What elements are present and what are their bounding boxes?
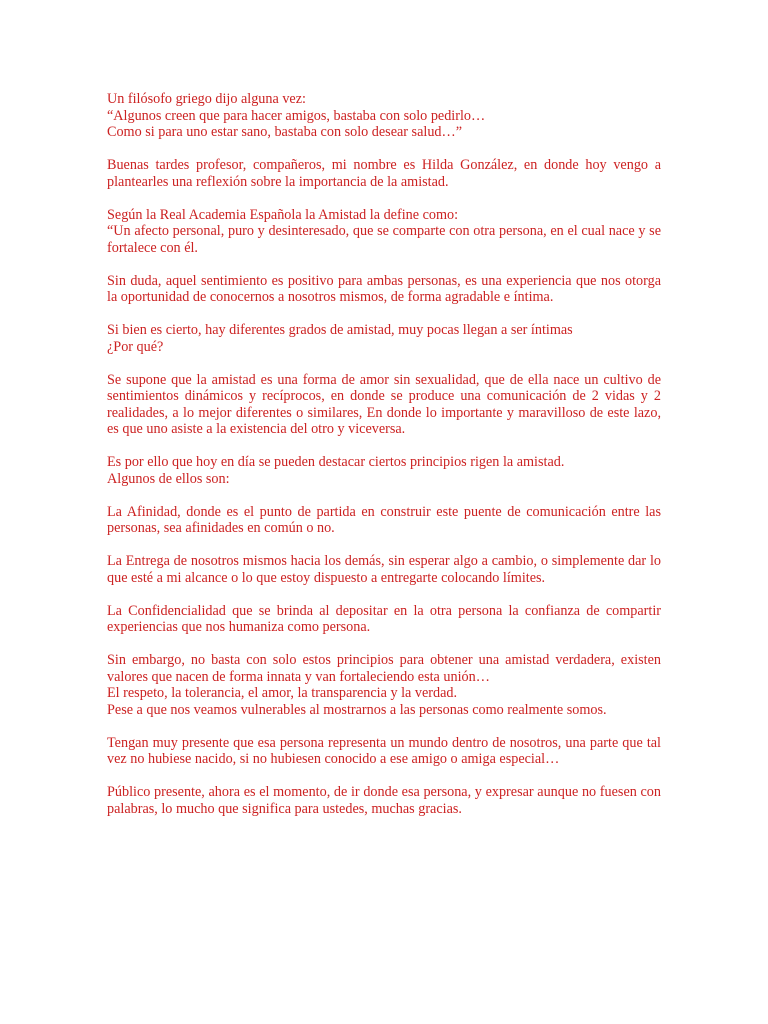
paragraph [107, 207, 661, 224]
text-line: Tengan muy presente que esa persona representa un mundo dentro de nosotros, una parte que tal vez no hubiese nacido, si no hubiesen conocido a ese amigo o amiga especial… [107, 734, 661, 767]
paragraph [107, 735, 661, 768]
paragraph [107, 91, 661, 141]
paragraph [107, 322, 661, 355]
paragraph [107, 273, 661, 306]
text-line: ¿Por qué? [107, 338, 164, 355]
text-line: La Entrega de nosotros mismos hacia los demás, sin esperar algo a cambio, o simplemente dar lo que esté a mi alcance o lo que estoy dispuesto a entregarte colocando límites. [107, 553, 661, 586]
paragraph [107, 553, 661, 586]
text-line: Es por ello que hoy en día se pueden destacar ciertos principios rigen la amistad. [107, 454, 565, 470]
text-line: Un filósofo griego dijo alguna vez: [107, 91, 306, 107]
text-line: Algunos de ellos son: [107, 470, 230, 487]
paragraph [107, 784, 661, 817]
text-line: “Algunos creen que para hacer amigos, bastaba con solo pedirlo… [107, 107, 486, 124]
paragraph [107, 454, 661, 487]
document-page [107, 91, 661, 834]
text-line: Pese a que nos veamos vulnerables al mostrarnos a las personas como realmente somos. [107, 701, 607, 718]
text-line: La Afinidad, donde es el punto de partida en construir este puente de comunicación entre las personas, sea afinidades en común o no. [107, 503, 661, 536]
text-line: Sin embargo, no basta con solo estos principios para obtener una amistad verdadera, existen valores que nacen de forma innata y van fortaleciendo esta unión… [107, 652, 661, 685]
paragraph [107, 504, 661, 537]
text-line: Buenas tardes profesor, compañeros, mi nombre es Hilda González, en donde hoy vengo a plantearles una reflexión sobre la importancia de la amistad. [107, 157, 661, 190]
text-line: Sin duda, aquel sentimiento es positivo para ambas personas, es una experiencia que nos otorga la oportunidad de conocernos a nosotros mismos, de forma agradable e íntima. [107, 272, 661, 305]
text-line: Como si para uno estar sano, bastaba con solo desear salud…” [107, 124, 462, 140]
text-line: Si bien es cierto, hay diferentes grados de amistad, muy pocas llegan a ser íntimas [107, 322, 573, 338]
text-line: Se supone que la amistad es una forma de amor sin sexualidad, que de ella nace un cultivo de sentimientos dinámicos y recíprocos, en donde se produce una comunicación de 2 vidas y 2 realidades, a lo mejor diferentes o similares, En donde lo importante y maravilloso de este lazo, es que uno asiste a la existencia del otro y viceversa. [107, 371, 661, 437]
text-line: Según la Real Academia Española la Amistad la define como: [107, 206, 459, 223]
text-line: La Confidencialidad que se brinda al depositar en la otra persona la confianza de compartir experiencias que nos humaniza como persona. [107, 602, 661, 635]
paragraph [107, 372, 661, 438]
paragraph [107, 652, 661, 718]
text-line: El respeto, la tolerancia, el amor, la transparencia y la verdad. [107, 685, 458, 701]
text-line: “Un afecto personal, puro y desinteresado, que se comparte con otra persona, en el cual nace y se fortalece con él. [107, 223, 661, 256]
paragraph [107, 603, 661, 636]
paragraph [107, 223, 661, 256]
paragraph [107, 157, 661, 190]
text-line: Público presente, ahora es el momento, de ir donde esa persona, y expresar aunque no fuesen con palabras, lo mucho que significa para ustedes, muchas gracias. [107, 784, 661, 817]
